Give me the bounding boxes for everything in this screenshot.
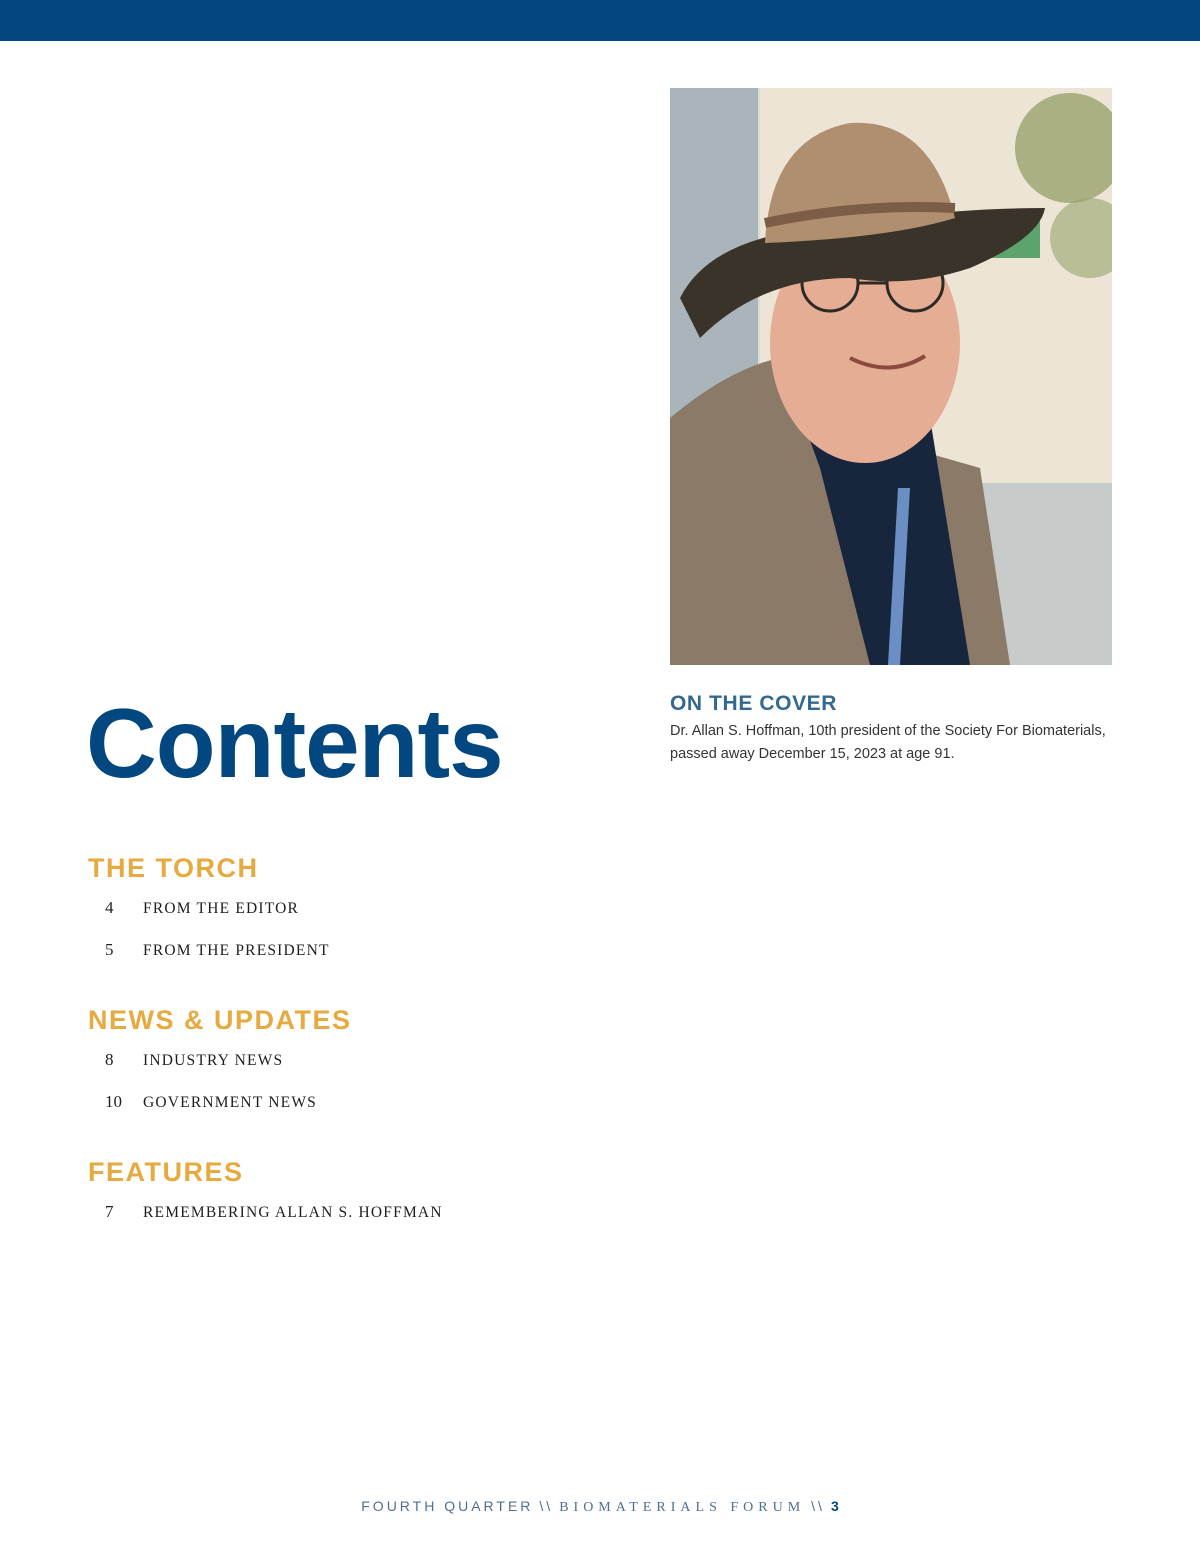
toc-item-title: GOVERNMENT NEWS	[143, 1094, 317, 1111]
toc-section-the-torch	[88, 850, 608, 982]
footer-publication: BIOMATERIALS FORUM	[559, 1500, 806, 1515]
toc-page-number: 7	[105, 1202, 114, 1221]
page-title: Contents	[86, 688, 503, 798]
page-footer	[0, 1498, 1200, 1516]
toc-item-title: FROM THE PRESIDENT	[143, 942, 330, 959]
toc-list	[88, 1050, 608, 1134]
toc-item-from-the-editor[interactable]	[88, 898, 608, 940]
cover-portrait-illustration	[670, 88, 1112, 665]
toc-section-features	[88, 1154, 608, 1244]
toc-list	[88, 1202, 608, 1244]
toc-section-heading: FEATURES	[88, 1157, 244, 1187]
toc-page-number: 10	[105, 1092, 122, 1111]
footer-issue: FOURTH QUARTER	[361, 1498, 534, 1514]
toc-item-title: INDUSTRY NEWS	[143, 1052, 284, 1069]
toc-page-number: 8	[105, 1050, 114, 1069]
cover-heading: ON THE COVER	[670, 692, 838, 715]
toc-section-news-updates	[88, 1002, 608, 1134]
footer-separator: \\	[539, 1498, 554, 1514]
toc-page-number: 4	[105, 898, 114, 917]
table-of-contents	[88, 850, 608, 1244]
toc-item-title: FROM THE EDITOR	[143, 900, 300, 917]
cover-photo	[670, 88, 1112, 665]
toc-item-title: REMEMBERING ALLAN S. HOFFMAN	[143, 1204, 443, 1221]
toc-section-heading: THE TORCH	[88, 853, 259, 883]
toc-item-remembering-allan-s-hoffman[interactable]	[88, 1202, 608, 1244]
toc-page-number: 5	[105, 940, 114, 959]
toc-item-government-news[interactable]	[88, 1092, 608, 1134]
footer-page-number: 3	[830, 1498, 839, 1514]
toc-item-industry-news[interactable]	[88, 1050, 608, 1092]
toc-section-heading: NEWS & UPDATES	[88, 1005, 352, 1035]
toc-item-from-the-president[interactable]	[88, 940, 608, 982]
toc-list	[88, 898, 608, 982]
footer-separator: \\	[811, 1498, 825, 1514]
cover-caption: Dr. Allan S. Hoffman, 10th president of the Society For Biomaterials, passed away December 15, 2023 at age 91.	[670, 723, 1106, 762]
header-bar	[0, 0, 1200, 41]
